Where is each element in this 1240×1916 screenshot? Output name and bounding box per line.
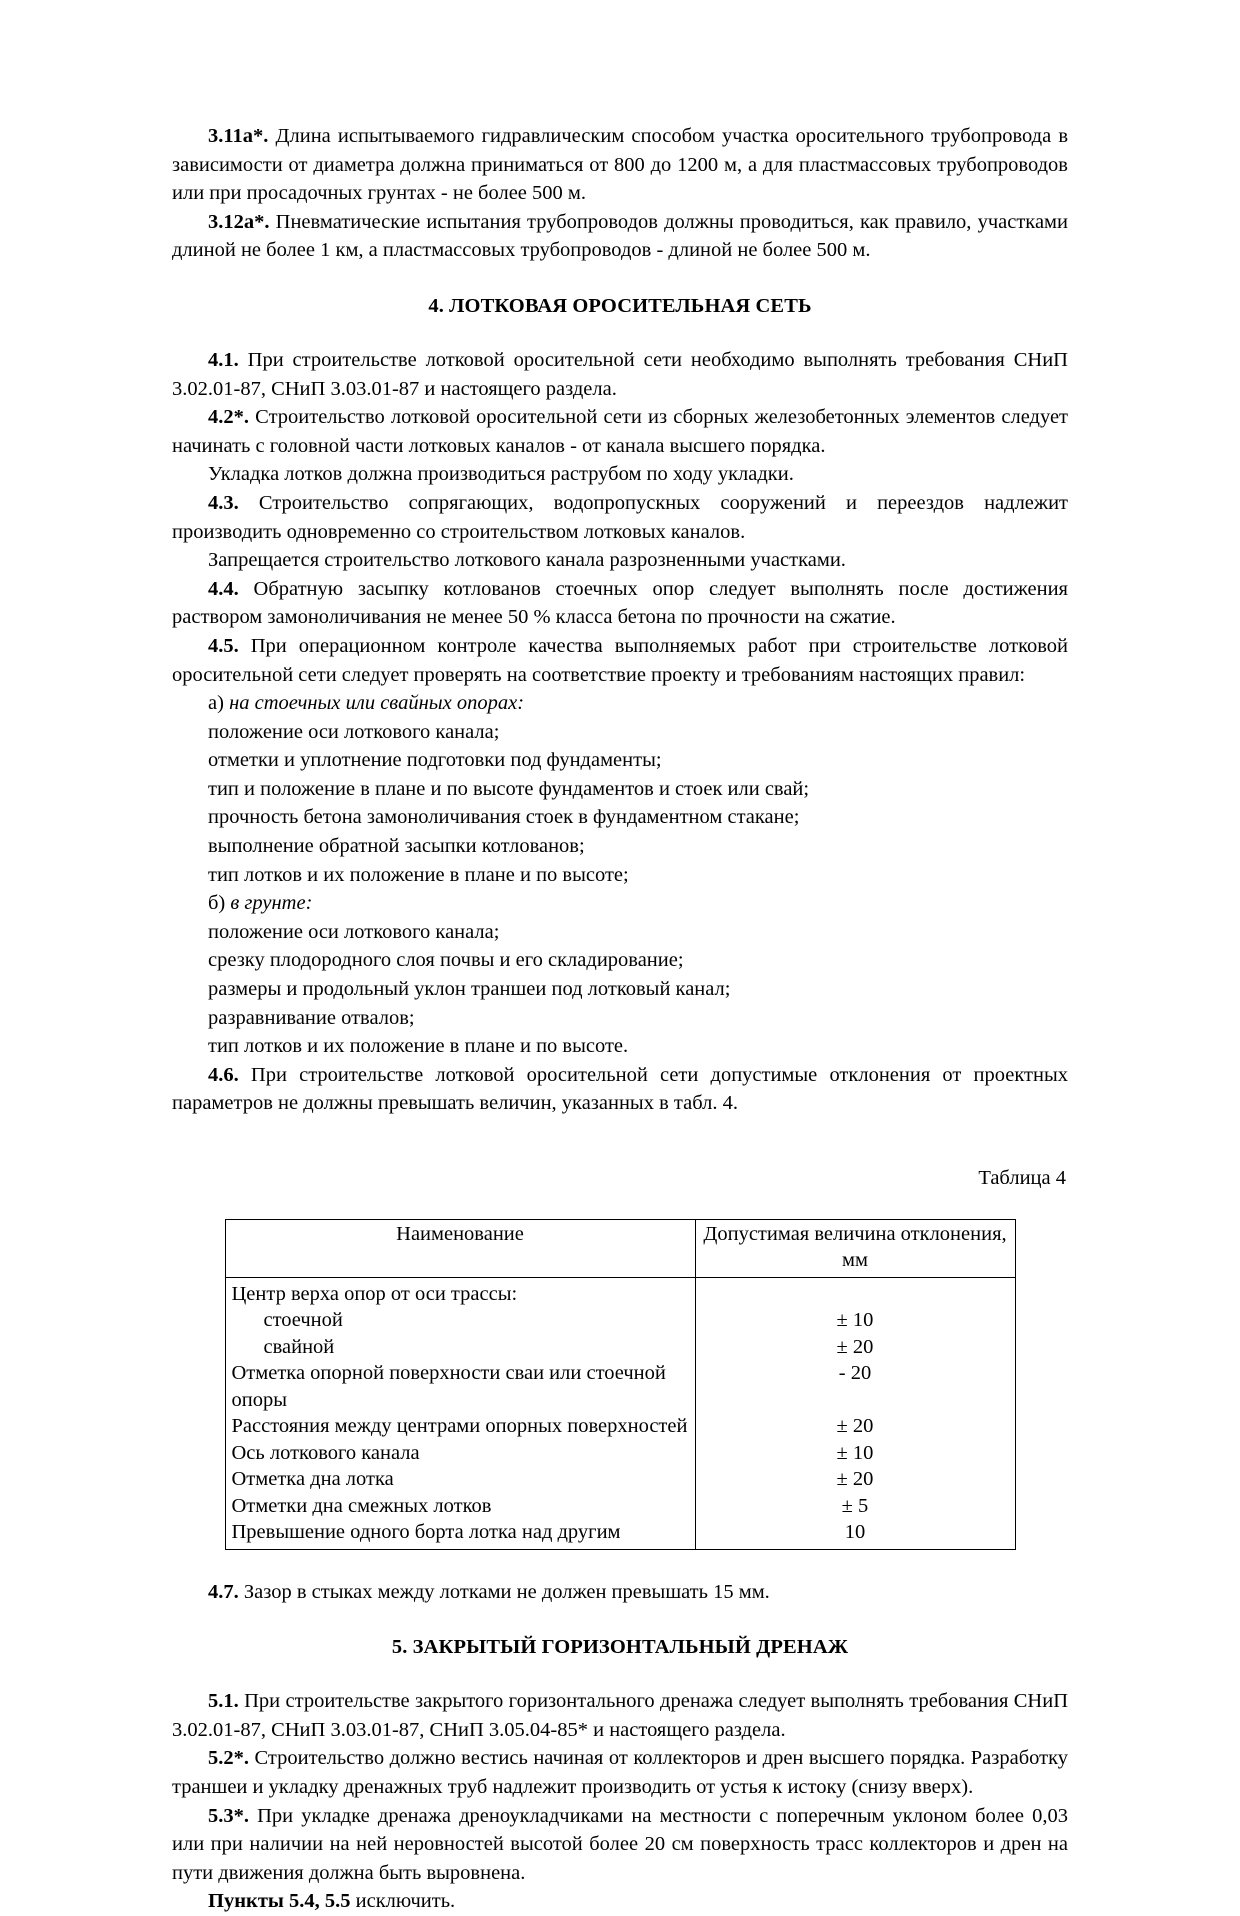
paragraph-4-3: [172, 489, 1068, 546]
table-4: [225, 1219, 1016, 1550]
paragraph-5-2: [172, 1744, 1068, 1801]
paragraph-number-4-2: 4.2*.: [208, 406, 249, 429]
paragraph-5-3: [172, 1802, 1068, 1888]
paragraph-text-3-12a: Пневматические испытания трубопроводов должны проводиться, как правило, участками длиной не более 1 км, а пластмассовых трубопроводов - длиной не более 500 м.: [172, 210, 1068, 262]
paragraph-text-3-11a: Длина испытываемого гидравлическим способом участка оросительного трубопровода в зависимости от диаметра должна приниматься от 800 до 1200 м, а для пластмассовых трубопроводов или при просадочных грунтах - не более 500 м.: [172, 125, 1068, 205]
paragraph-number-5-4-5-5: Пункты 5.4, 5.5: [208, 1890, 351, 1913]
cell-value: ± 20: [695, 1413, 1015, 1440]
cell-value: [695, 1277, 1015, 1307]
paragraph-number-4-5: 4.5.: [208, 634, 239, 657]
list-item: тип лотков и их положение в плане и по высоте.: [208, 1035, 629, 1058]
paragraph-3-12a: [172, 208, 1068, 265]
paragraph-text-4-2: Строительство лотковой оросительной сети из сборных железобетонных элементов следует начинать с головной части лотковых каналов - от канала высшего порядка.: [172, 406, 1068, 457]
paragraph-text-5-2: Строительство должно вестись начиная от коллекторов и дрен высшего порядка. Разработку траншеи и укладку дренажных труб надлежит производить от устья к истоку (снизу вверх).: [172, 1747, 1068, 1798]
list-item: отметки и уплотнение подготовки под фундаменты;: [208, 749, 662, 772]
list-item: прочность бетона замоноличивания стоек в фундаментном стакане;: [208, 806, 800, 829]
column-header-name: Наименование: [225, 1219, 695, 1277]
list-item: размеры и продольный уклон траншеи под лотковый канал;: [208, 978, 731, 1001]
paragraph-text-5-1: При строительстве закрытого горизонтального дренажа следует выполнять требования СНиП 3.02.01-87, СНиП 3.03.01-87, СНиП 3.05.04-85* и настоящего раздела.: [172, 1690, 1068, 1741]
table-row: [225, 1413, 1015, 1440]
list-item-a-title: на стоечных или свайных опорах:: [229, 692, 525, 715]
cell-name: Ось лоткового канала: [225, 1440, 695, 1467]
cell-name: Превышение одного борта лотка над другим: [225, 1519, 695, 1549]
list-item-b-header: [172, 889, 1068, 918]
cell-value: ± 20: [695, 1334, 1015, 1361]
table-header-row: [225, 1219, 1015, 1277]
table-row: [225, 1360, 1015, 1413]
list-item-b-title: в грунте:: [230, 892, 313, 915]
paragraph-4-5: [172, 632, 1068, 689]
paragraph-number-4-3: 4.3.: [208, 491, 239, 514]
paragraph-4-3-followup: Запрещается строительство лоткового канала разрозненными участками.: [208, 549, 846, 572]
column-header-value: Допустимая величина отклонения, мм: [695, 1219, 1015, 1277]
paragraph-number-3-11a: 3.11а*.: [208, 125, 269, 147]
paragraph-text-4-7: Зазор в стыках между лотками не должен превышать 15 мм.: [238, 1580, 770, 1603]
paragraph-text-5-3: При укладке дренажа дреноукладчиками на местности с поперечным уклоном более 0,03 или при наличии на ней неровностей высотой более 20 см поверхность трасс коллекторов и дрен на пути движения должна быть выровнена.: [172, 1804, 1068, 1884]
paragraph-number-4-4: 4.4.: [208, 577, 239, 600]
cell-value: ± 10: [695, 1440, 1015, 1467]
paragraph-number-5-2: 5.2*.: [208, 1747, 249, 1770]
list-item: срезку плодородного слоя почвы и его складирование;: [208, 949, 684, 972]
paragraph-text-4-4: Обратную засыпку котлованов стоечных опор следует выполнять после достижения раствором замоноличивания не менее 50 % класса бетона по прочности на сжатие.: [172, 577, 1068, 629]
table-row: [225, 1466, 1015, 1493]
list-marker-a: а): [208, 692, 230, 715]
cell-value: - 20: [695, 1360, 1015, 1413]
list-item: разравнивание отвалов;: [208, 1006, 415, 1029]
paragraph-number-3-12a: 3.12а*.: [208, 210, 270, 233]
paragraph-text-4-1: При строительстве лотковой оросительной сети необходимо выполнять требования СНиП 3.02.01-87, СНиП 3.03.01-87 и настоящего раздела.: [172, 348, 1068, 400]
list-item: тип и положение в плане и по высоте фундаментов и стоек или свай;: [208, 777, 810, 800]
cell-value: ± 20: [695, 1466, 1015, 1493]
paragraph-4-7: [172, 1578, 1068, 1607]
cell-name: Расстояния между центрами опорных поверхностей: [225, 1413, 695, 1440]
cell-value: ± 5: [695, 1493, 1015, 1520]
page-content: [172, 122, 1068, 1916]
table-row: [225, 1519, 1015, 1549]
paragraph-4-2: [172, 403, 1068, 460]
paragraph-number-5-3: 5.3*.: [208, 1804, 249, 1827]
table-row: [225, 1307, 1015, 1334]
cell-value: ± 10: [695, 1307, 1015, 1334]
list-item: положение оси лоткового канала;: [208, 720, 500, 743]
paragraph-number-5-1: 5.1.: [208, 1690, 239, 1713]
cell-name: Отметка дна лотка: [225, 1466, 695, 1493]
paragraph-number-4-1: 4.1.: [208, 348, 239, 371]
section-heading-5: 5. ЗАКРЫТЫЙ ГОРИЗОНТАЛЬНЫЙ ДРЕНАЖ: [391, 1636, 849, 1659]
paragraph-text-4-6: При строительстве лотковой оросительной сети допустимые отклонения от проектных параметров не должны превышать величин, указанных в табл. 4.: [172, 1063, 1068, 1115]
paragraph-3-11a: [172, 122, 1068, 208]
table-row: [225, 1277, 1015, 1307]
table-row: [225, 1334, 1015, 1361]
list-item: тип лотков и их положение в плане и по высоте;: [208, 863, 629, 886]
table-row: [225, 1493, 1015, 1520]
paragraph-5-4-5-5-excluded: [172, 1887, 1068, 1916]
table-caption: Таблица 4: [978, 1167, 1066, 1189]
list-item: положение оси лоткового канала;: [208, 920, 500, 943]
cell-name: Центр верха опор от оси трассы:: [225, 1277, 695, 1307]
paragraph-4-6: [172, 1061, 1068, 1118]
paragraph-number-4-6: 4.6.: [208, 1063, 239, 1086]
cell-name: Отметки дна смежных лотков: [225, 1493, 695, 1520]
cell-value: 10: [695, 1519, 1015, 1549]
paragraph-number-4-7: 4.7.: [208, 1580, 239, 1603]
list-marker-b: б): [208, 892, 231, 915]
table-row: [225, 1440, 1015, 1467]
cell-name: стоечной: [225, 1307, 695, 1334]
paragraph-text-4-3: Строительство сопрягающих, водопропускных сооружений и переездов надлежит производить одновременно со строительством лотковых каналов.: [172, 491, 1068, 543]
paragraph-5-1: [172, 1687, 1068, 1744]
paragraph-text-5-4-5-5: исключить.: [350, 1890, 456, 1913]
cell-name: свайной: [225, 1334, 695, 1361]
list-item-a-header: [172, 689, 1068, 718]
paragraph-4-2-followup: Укладка лотков должна производиться раструбом по ходу укладки.: [208, 463, 794, 486]
section-heading-4: 4. ЛОТКОВАЯ ОРОСИТЕЛЬНАЯ СЕТЬ: [428, 294, 812, 317]
paragraph-4-1: [172, 346, 1068, 403]
list-item: выполнение обратной засыпки котлованов;: [208, 835, 585, 858]
paragraph-4-4: [172, 575, 1068, 632]
cell-name: Отметка опорной поверхности сваи или стоечной опоры: [225, 1360, 695, 1413]
paragraph-text-4-5: При операционном контроле качества выполняемых работ при строительстве лотковой оросительной сети следует проверять на соответствие проекту и требованиям настоящих правил:: [172, 634, 1068, 686]
